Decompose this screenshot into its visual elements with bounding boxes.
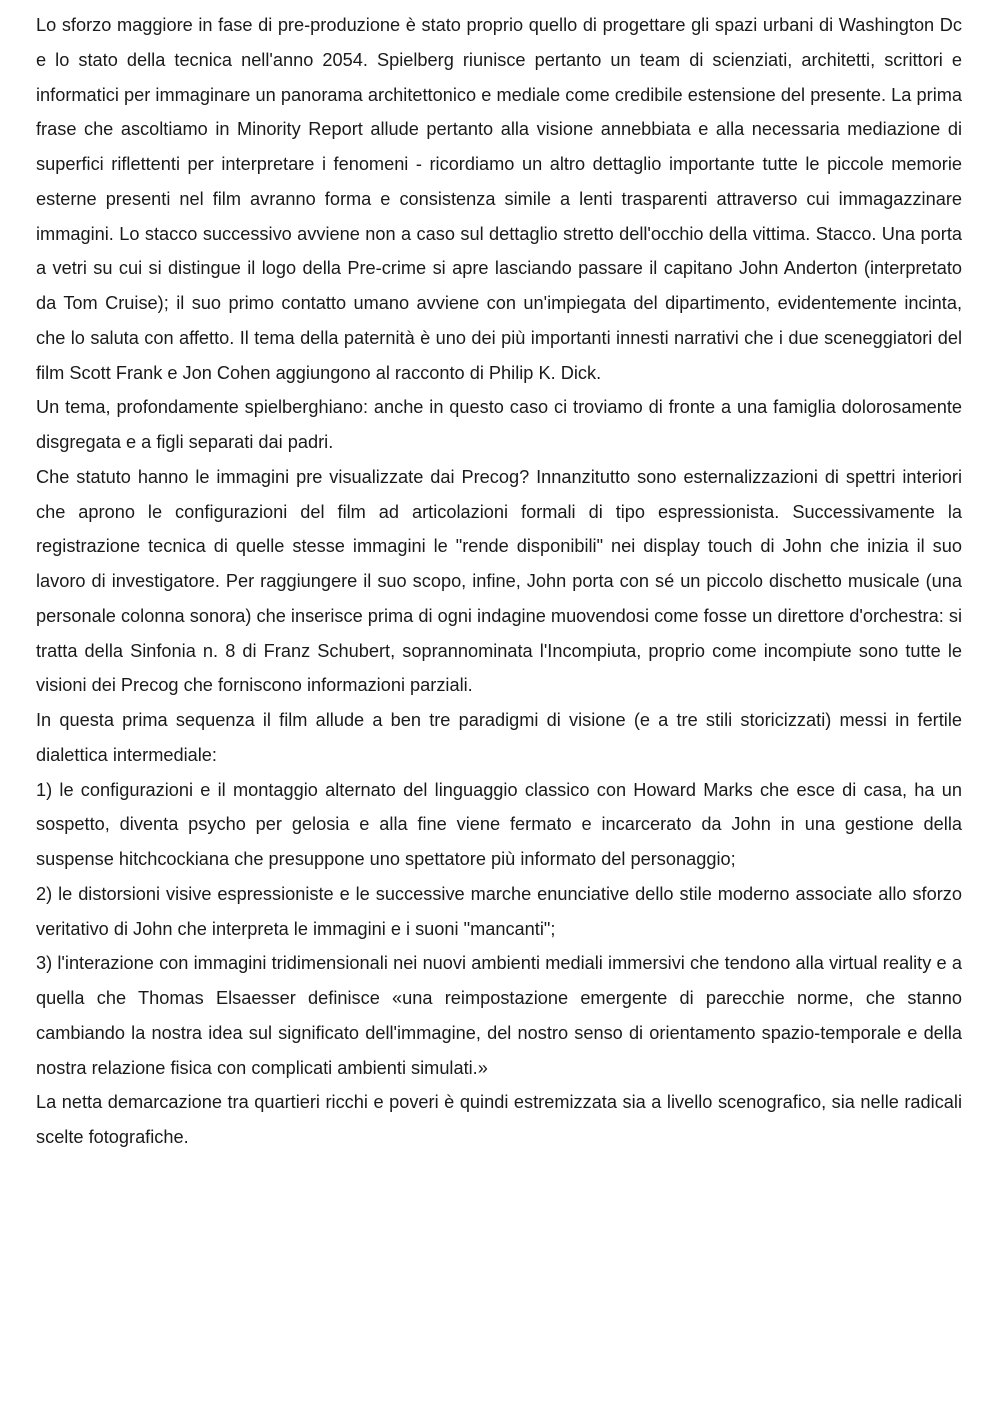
list-item-paradigm-3: 3) l'interazione con immagini tridimensionali nei nuovi ambienti mediali immersivi che tendono alla virtual reality e a quella che Thomas Elsaesser definisce «una reimpostazione emergente di parecchie norme, che stanno cambiando la nostra idea sul significato dell'immagine, del nostro senso di orientamento spazio-temporale e della nostra relazione fisica con complicati ambienti simulati.» bbox=[36, 953, 962, 1078]
paragraph-conclusion: La netta demarcazione tra quartieri ricchi e poveri è quindi estremizzata sia a livello scenografico, sia nelle radicali scelte fotografiche. bbox=[36, 1092, 962, 1147]
paragraph-three-paradigms: In questa prima sequenza il film allude a ben tre paradigmi di visione (e a tre stili storicizzati) messi in fertile dialettica intermediale: bbox=[36, 710, 962, 765]
list-item-paradigm-1: 1) le configurazioni e il montaggio alternato del linguaggio classico con Howard Marks che esce di casa, ha un sospetto, diventa psycho per gelosia e alla fine viene fermato e incarcerato da John in una gestione della suspense hitchcockiana che presuppone uno spettatore più informato del personaggio; bbox=[36, 779, 962, 869]
paragraph-precog-images: Che statuto hanno le immagini pre visualizzate dai Precog? Innanzitutto sono esternalizzazioni di spettri interiori che aprono le configurazioni del film ad articolazioni formali di tipo espressionista. Successivamente la registrazione tecnica di quelle stesse immagini le "rende disponibili" nei display touch di John che inizia il suo lavoro di investigatore. Per raggiungere il suo scopo, infine, John porta con sé un piccolo dischetto musicale (una personale colonna sonora) che inserisce prima di ogni indagine muovendosi come fosse un direttore d'orchestra: si tratta della Sinfonia n. 8 di Franz Schubert, soprannominata l'Incompiuta, proprio come incompiute sono tutte le visioni dei Precog che forniscono informazioni parziali. bbox=[36, 466, 962, 696]
paragraph-intro: Lo sforzo maggiore in fase di pre-produzione è stato proprio quello di progettare gli spazi urbani di Washington Dc e lo stato della tecnica nell'anno 2054. Spielberg riunisce pertanto un team di scienziati, architetti, scrittori e informatici per immaginare un panorama architettonico e mediale come credibile estensione del presente. La prima frase che ascoltiamo in Minority Report allude pertanto alla visione annebbiata e alla necessaria mediazione di superfici riflettenti per interpretare i fenomeni - ricordiamo un altro dettaglio importante tutte le piccole memorie esterne presenti nel film avranno forma e consistenza simile a lenti trasparenti attraverso cui immagazzinare immagini. Lo stacco successivo avviene non a caso sul dettaglio stretto dell'occhio della vittima. Stacco. Una porta a vetri su cui si distingue il logo della Pre-crime si apre lasciando passare il capitano John Anderton (interpretato da Tom Cruise); il suo primo contatto umano avviene con un'impiegata del dipartimento, evidentemente incinta, che lo saluta con affetto. Il tema della paternità è uno dei più importanti innesti narrativi che i due sceneggiatori del film Scott Frank e Jon Cohen aggiungono al racconto di Philip K. Dick. bbox=[36, 15, 962, 383]
document-page bbox=[36, 8, 962, 1155]
list-item-paradigm-2: 2) le distorsioni visive espressioniste e le successive marche enunciative dello stile moderno associate allo sforzo veritativo di John che interpreta le immagini e i suoni "mancanti"; bbox=[36, 883, 962, 939]
paragraph-spielberghian-theme: Un tema, profondamente spielberghiano: anche in questo caso ci troviamo di fronte a una famiglia dolorosamente disgregata e a figli separati dai padri. bbox=[36, 397, 962, 452]
